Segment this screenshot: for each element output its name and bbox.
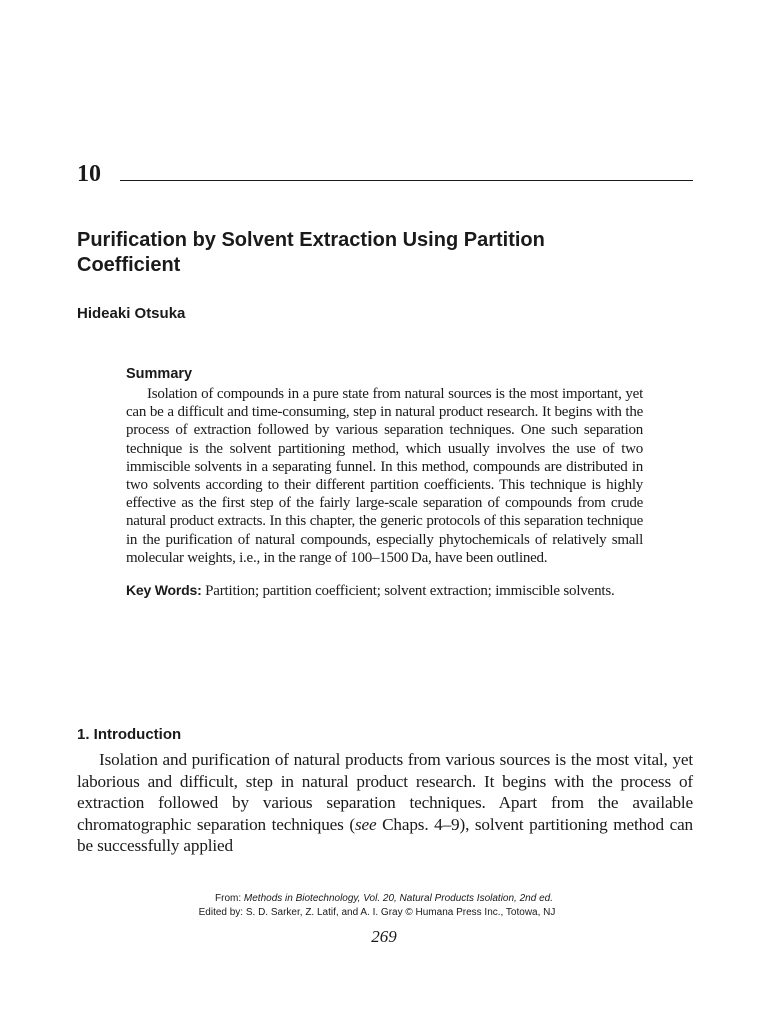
- author-name: Hideaki Otsuka: [77, 305, 186, 322]
- from-label: From:: [215, 893, 244, 904]
- chapter-rule: [120, 180, 693, 181]
- introduction-text-part1: Isolation and purification of natural products from various sources is the most vital, yet laborious and difficult, step in natural product research. It begins with the process of extraction followed by various separation techniques. Apart from the available chromatographic separation techniques (: [77, 750, 693, 834]
- source-line: [0, 892, 768, 906]
- source-footer: [0, 892, 768, 920]
- keywords: [126, 581, 643, 600]
- keywords-label: Key Words:: [126, 582, 202, 599]
- source-title: Methods in Biotechnology, Vol. 20, Natural Products Isolation, 2nd ed.: [243, 893, 553, 904]
- summary-section: [126, 365, 643, 600]
- chapter-header: [77, 160, 693, 188]
- keywords-text: Partition; partition coefficient; solvent extraction; immiscible solvents.: [205, 583, 615, 600]
- introduction-text-part2: Chaps. 4–9), solvent partitioning method can be successfully applied: [77, 814, 693, 856]
- introduction-heading: 1. Introduction: [77, 726, 182, 743]
- summary-heading: Summary: [126, 366, 193, 382]
- chapter-title: Purification by Solvent Extraction Using Partition Coefficient: [77, 229, 545, 276]
- introduction-text: [77, 749, 693, 857]
- page-number: 269: [371, 927, 397, 946]
- chapter-number: 10: [77, 161, 101, 187]
- summary-text: Isolation of compounds in a pure state from natural sources is the most important, yet can be a difficult and time-consuming, step in natural product research. It begins with the process of extraction followed by various separation techniques. One such separation technique is the solvent partitioning method, which usually involves the use of two immiscible solvents in a separating funnel. In this method, compounds are distributed in two solvents according to their different partition coefficients. This technique is highly effective as the first step of the fairly large-scale separation of compounds from crude natural product extracts. In this chapter, the generic protocols of this separation technique in the purification of natural compounds, especially phytochemicals of relatively small molecular weights, i.e., in the range of 100–1500 Da, have been outlined.: [126, 386, 643, 566]
- edited-by-line: Edited by: S. D. Sarker, Z. Latif, and A. I. Gray © Humana Press Inc., Totowa, NJ: [198, 907, 556, 918]
- introduction-see-word: see: [354, 814, 377, 834]
